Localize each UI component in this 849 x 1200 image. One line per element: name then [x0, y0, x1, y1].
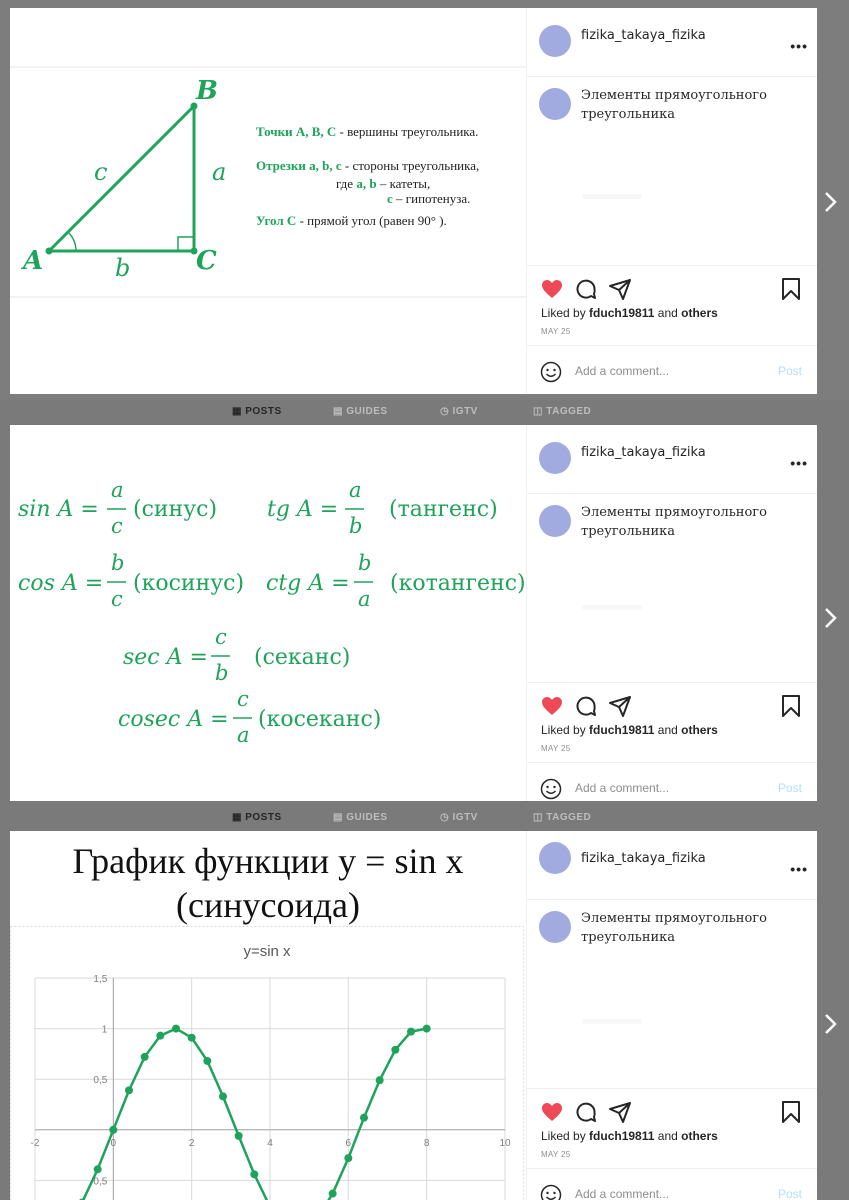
- post-date[interactable]: MAY 25: [541, 744, 571, 753]
- comment-input[interactable]: Add a comment...: [575, 781, 670, 795]
- post-comment-button[interactable]: Post: [777, 781, 802, 795]
- share-icon[interactable]: [608, 694, 632, 718]
- x-tick-label: 0: [110, 1137, 117, 1149]
- bookmark-icon[interactable]: [780, 1100, 802, 1124]
- avatar[interactable]: [539, 25, 571, 57]
- actions-bar: [527, 1088, 817, 1169]
- sin-lhs: sin A =: [18, 497, 99, 522]
- cosec-num: c: [237, 687, 249, 711]
- sec-name: (секанс): [254, 645, 351, 670]
- data-point: [219, 1092, 227, 1100]
- caption-line-2: треугольника: [581, 107, 676, 122]
- likes-and: and: [657, 306, 678, 320]
- caption: [581, 86, 767, 124]
- y-tick-label: 0,5: [93, 1075, 108, 1087]
- sin-name: (синус): [133, 497, 218, 522]
- likes-others[interactable]: others: [681, 723, 718, 737]
- emoji-icon[interactable]: [540, 778, 562, 800]
- text-vertices: [256, 124, 478, 140]
- sec-den: b: [215, 661, 229, 685]
- comment-bar: [527, 1168, 817, 1200]
- data-point: [141, 1053, 149, 1061]
- tg-lhs: tg A =: [267, 497, 339, 522]
- emoji-icon[interactable]: [540, 361, 562, 383]
- comment-input[interactable]: Add a comment...: [575, 1187, 670, 1200]
- likes-others[interactable]: others: [681, 1129, 718, 1143]
- likes-prefix: Liked by: [541, 1129, 586, 1143]
- likes-text: [541, 723, 718, 737]
- likes-prefix: Liked by: [541, 723, 586, 737]
- next-arrow-icon[interactable]: [820, 190, 840, 214]
- caption-avatar[interactable]: [539, 505, 571, 537]
- text-angle-rest: - прямой угол (равен 90° ).: [296, 213, 447, 228]
- likes-user[interactable]: fduch19811: [589, 1129, 655, 1143]
- emoji-icon[interactable]: [540, 1184, 562, 1200]
- text-right-angle: [256, 213, 447, 229]
- caption: [581, 503, 767, 541]
- profile-tabs: [0, 808, 849, 828]
- tab-igtv-label: IGTV: [452, 406, 478, 417]
- avatar[interactable]: [539, 442, 571, 474]
- tab-igtv[interactable]: ◷ IGTV: [440, 406, 478, 417]
- cos-den: c: [111, 587, 123, 611]
- sine-chart: [10, 926, 526, 1200]
- data-point: [235, 1132, 243, 1140]
- cos-name: (косинус): [133, 571, 245, 596]
- tab-igtv-label: IGTV: [452, 812, 478, 823]
- data-point: [125, 1086, 133, 1094]
- post-header: [527, 8, 817, 77]
- next-arrow-icon[interactable]: [820, 606, 840, 630]
- more-options-icon[interactable]: •••: [790, 455, 808, 471]
- graph-heading-line-1: График функции y = sin x: [72, 841, 464, 881]
- post-header: [527, 831, 817, 900]
- y-tick-label: 1,5: [93, 974, 108, 985]
- data-point: [344, 1154, 352, 1162]
- actions-bar: [527, 265, 817, 346]
- caption-avatar[interactable]: [539, 911, 571, 943]
- post-image-formulas: [10, 425, 526, 801]
- post-date[interactable]: MAY 25: [541, 327, 571, 336]
- post-date[interactable]: MAY 25: [541, 1150, 571, 1159]
- side-a-label: a: [212, 158, 227, 186]
- x-tick-label: 4: [267, 1137, 273, 1149]
- tab-posts-label: POSTS: [245, 406, 282, 417]
- cosec-name: (косеканс): [258, 707, 382, 732]
- post-comment-button[interactable]: Post: [777, 1187, 802, 1200]
- vertex-c-label: C: [196, 246, 217, 276]
- x-tick-label: 10: [499, 1137, 511, 1149]
- graph-heading: [10, 839, 526, 927]
- comment-icon[interactable]: [574, 277, 598, 301]
- text-sides-key: Отрезки a, b, c: [256, 158, 342, 173]
- heart-icon[interactable]: [540, 277, 564, 301]
- data-point: [94, 1165, 102, 1173]
- side-b-label: b: [115, 254, 131, 282]
- profile-tabs: [0, 402, 849, 422]
- post-card-2: [10, 425, 817, 801]
- post-sidebar-3: [526, 831, 817, 1200]
- caption-line-2: треугольника: [581, 930, 676, 945]
- avatar[interactable]: [539, 842, 571, 874]
- post-sidebar-1: [526, 8, 817, 394]
- ctg-den: a: [358, 587, 371, 611]
- text-sides-rest: - стороны треугольника,: [341, 158, 480, 173]
- data-point: [250, 1170, 258, 1178]
- tab-guides-label: GUIDES: [346, 812, 388, 823]
- caption-line-1: Элементы прямоугольного: [581, 505, 767, 520]
- data-point: [423, 1025, 431, 1033]
- data-point: [109, 1126, 117, 1134]
- data-point: [391, 1046, 399, 1054]
- post-card-1: [10, 8, 817, 394]
- chart-title: y=sin x: [243, 943, 291, 960]
- faint-placeholder: [582, 194, 642, 199]
- x-tick-label: 2: [188, 1137, 195, 1149]
- data-point: [329, 1190, 337, 1198]
- username[interactable]: fizika_takaya_fizika: [581, 28, 706, 43]
- sec-num: c: [215, 625, 227, 649]
- tab-tagged[interactable]: ◫ TAGGED: [533, 812, 592, 823]
- text-legs-key: a, b: [356, 176, 377, 191]
- cos-lhs: cos A =: [18, 571, 104, 596]
- x-tick-label: -2: [30, 1137, 40, 1149]
- y-tick-label: 1: [101, 1024, 108, 1036]
- bookmark-icon[interactable]: [780, 694, 802, 718]
- cosec-lhs: cosec A =: [118, 707, 229, 732]
- next-arrow-icon[interactable]: [820, 1012, 840, 1036]
- text-hyp-rest: – гипотенуза.: [392, 191, 471, 206]
- comment-bar: [527, 762, 817, 801]
- sin-den: c: [111, 514, 123, 538]
- caption-avatar[interactable]: [539, 88, 571, 120]
- caption-line-1: Элементы прямоугольного: [581, 88, 767, 103]
- bookmark-icon[interactable]: [780, 277, 802, 301]
- faint-placeholder: [582, 605, 642, 610]
- username[interactable]: fizika_takaya_fizika: [581, 445, 706, 460]
- angle-a-arc: [68, 232, 76, 251]
- ctg-name: (котангенс): [390, 571, 526, 596]
- more-options-icon[interactable]: •••: [790, 861, 808, 877]
- likes-user[interactable]: fduch19811: [589, 306, 655, 320]
- ctg-lhs: ctg A =: [266, 571, 350, 596]
- faint-placeholder: [582, 1019, 642, 1024]
- tab-tagged-label: TAGGED: [546, 406, 592, 417]
- heart-icon[interactable]: [540, 1100, 564, 1124]
- side-c: [49, 106, 194, 251]
- post-image-sine-graph: [10, 831, 526, 1200]
- data-point: [360, 1114, 368, 1122]
- username[interactable]: fizika_takaya_fizika: [581, 851, 706, 866]
- tab-tagged-label: TAGGED: [546, 812, 592, 823]
- actions-bar: [527, 682, 817, 763]
- post-comment-button[interactable]: Post: [777, 364, 802, 378]
- comment-icon[interactable]: [574, 1100, 598, 1124]
- trig-formulas: [10, 425, 526, 801]
- data-point: [156, 1032, 164, 1040]
- cos-num: b: [111, 551, 125, 575]
- data-point: [203, 1057, 211, 1065]
- likes-user[interactable]: fduch19811: [589, 723, 655, 737]
- likes-and: and: [657, 1129, 678, 1143]
- likes-prefix: Liked by: [541, 306, 586, 320]
- text-hyp-key: c: [387, 191, 393, 206]
- tab-igtv[interactable]: ◷ IGTV: [440, 812, 478, 823]
- sin-num: a: [111, 478, 124, 502]
- x-tick-label: 8: [423, 1137, 430, 1149]
- text-vertices-key: Точки A, B, C: [256, 124, 337, 139]
- text-hypotenuse: [387, 191, 470, 207]
- text-sides: [256, 158, 479, 174]
- vertex-b-label: B: [196, 76, 218, 106]
- tab-posts-label: POSTS: [245, 812, 282, 823]
- text-legs: [336, 176, 430, 192]
- more-options-icon[interactable]: •••: [790, 38, 808, 54]
- tab-tagged[interactable]: ◫ TAGGED: [533, 406, 592, 417]
- text-legs-rest: – катеты,: [376, 176, 431, 191]
- ctg-num: b: [358, 551, 372, 575]
- post-sidebar-2: [526, 425, 817, 801]
- caption-line-2: треугольника: [581, 524, 676, 539]
- vertex-a-label: A: [23, 246, 44, 276]
- tab-posts[interactable]: ▦ POSTS: [232, 406, 282, 417]
- data-point: [376, 1076, 384, 1084]
- tab-guides[interactable]: ▤ GUIDES: [333, 406, 388, 417]
- data-point: [188, 1034, 196, 1042]
- comment-bar: [527, 345, 817, 394]
- likes-text: [541, 306, 718, 320]
- vertex-a-dot: [46, 248, 53, 255]
- likes-others[interactable]: others: [681, 306, 718, 320]
- text-angle-key: Угол C: [256, 213, 297, 228]
- tg-den: b: [349, 514, 363, 538]
- share-icon[interactable]: [608, 1100, 632, 1124]
- post-card-3: [10, 831, 817, 1200]
- caption-line-1: Элементы прямоугольного: [581, 911, 767, 926]
- tab-posts[interactable]: ▦ POSTS: [232, 812, 282, 823]
- likes-text: [541, 1129, 718, 1143]
- heart-icon[interactable]: [540, 694, 564, 718]
- caption: [581, 909, 767, 947]
- comment-icon[interactable]: [574, 694, 598, 718]
- tg-name: (тангенс): [389, 497, 498, 522]
- comment-input[interactable]: Add a comment...: [575, 364, 670, 378]
- text-vertices-rest: - вершины треугольника.: [336, 124, 479, 139]
- sec-lhs: sec A =: [123, 645, 208, 670]
- post-header: [527, 425, 817, 494]
- data-point: [407, 1028, 415, 1036]
- data-point: [172, 1025, 180, 1033]
- tab-guides[interactable]: ▤ GUIDES: [333, 812, 388, 823]
- cosec-den: a: [237, 723, 250, 747]
- graph-heading-line-2: (синусоида): [175, 885, 361, 925]
- tab-guides-label: GUIDES: [346, 406, 388, 417]
- post-image-triangle: [10, 8, 526, 394]
- side-c-label: c: [94, 158, 108, 186]
- y-tick-label: -0,5: [90, 1176, 108, 1188]
- x-tick-label: 6: [345, 1137, 352, 1149]
- tg-num: a: [349, 478, 362, 502]
- share-icon[interactable]: [608, 277, 632, 301]
- text-legs-where: где: [336, 176, 357, 191]
- likes-and: and: [657, 723, 678, 737]
